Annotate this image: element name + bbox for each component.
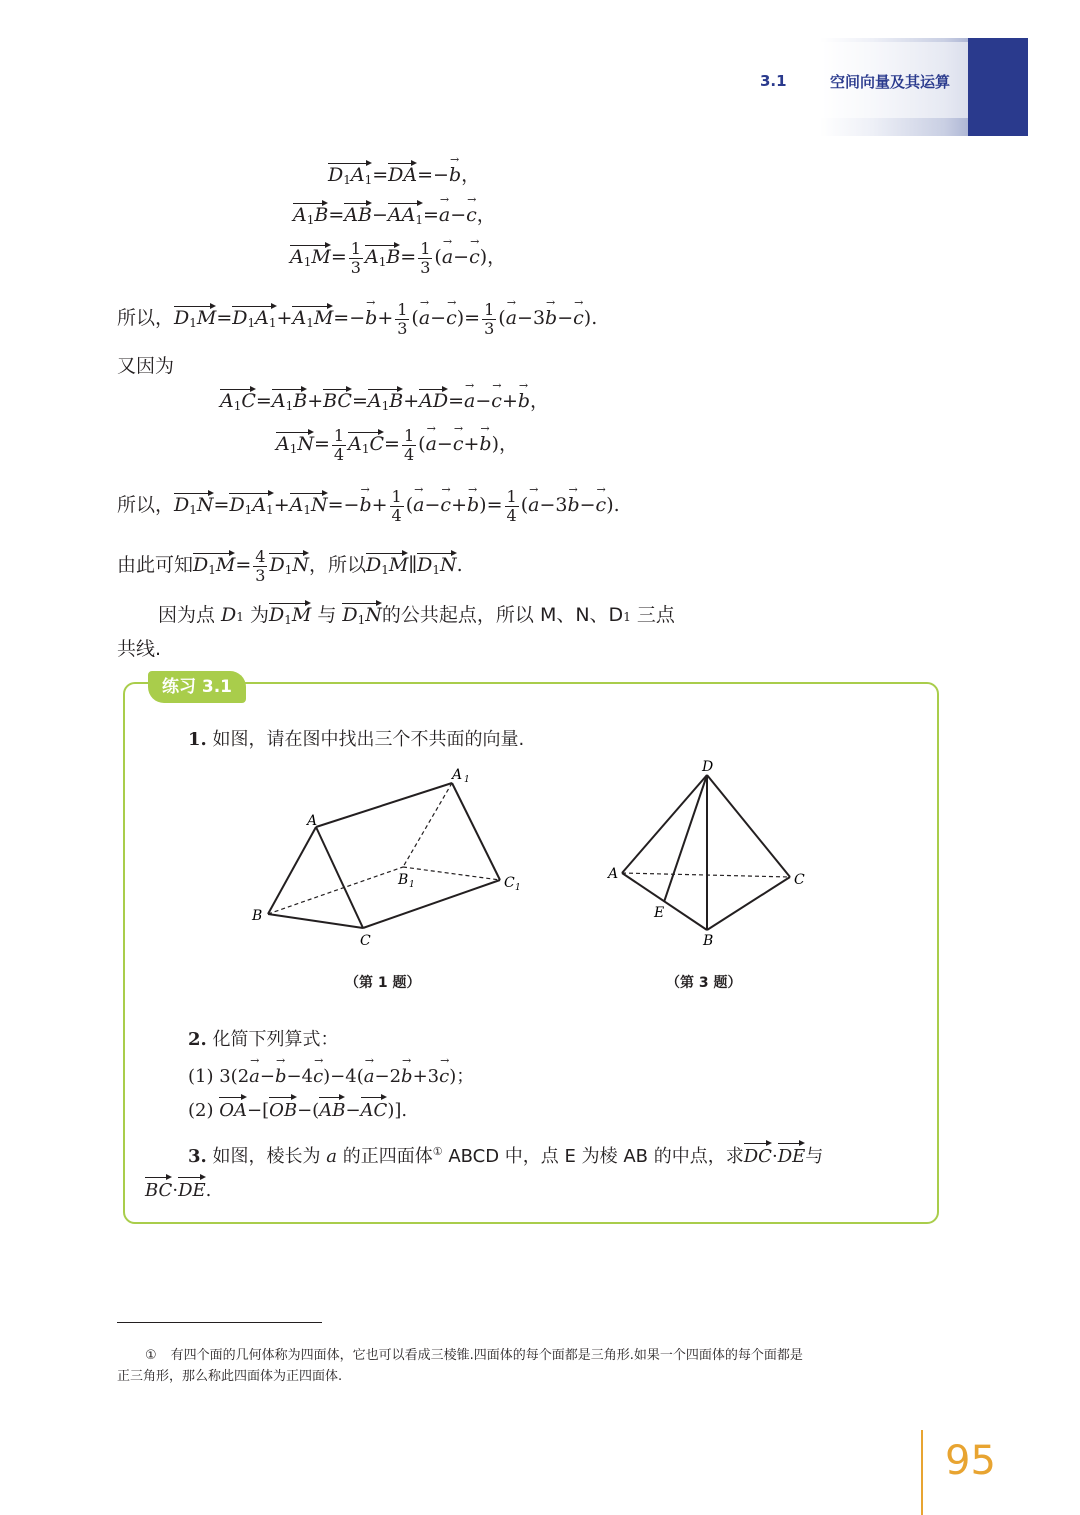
label-a1-sub: 1	[464, 775, 470, 785]
figure-1-prism	[240, 755, 540, 955]
hence-text: 由此可知	[117, 554, 194, 577]
label-b-3: B	[703, 933, 714, 949]
footnote	[117, 1346, 957, 1388]
q2-2-label: (2)	[188, 1100, 214, 1121]
footnote-mark: ①	[145, 1348, 157, 1363]
so-text-2: 所以，	[117, 494, 175, 517]
collinear-text: 共线.	[117, 638, 162, 660]
figure-1-caption: （第 1 题）	[345, 975, 421, 991]
edge-bb1	[268, 867, 403, 914]
edge-da	[622, 775, 707, 873]
label-c-3: C	[794, 872, 805, 888]
edge-de	[664, 775, 707, 902]
eq-parallel: 由此可知$D_1M=$ $\frac{4}{3}$ $D_1N$，所以$D_1M\parallel D_1N$.	[117, 547, 463, 585]
label-a-3: A	[608, 866, 619, 882]
footnote-line-2: 正三角形，那么称此四面体为正四面体.	[117, 1368, 343, 1384]
label-c1-sub: 1	[515, 883, 521, 893]
eq-a1b: $A_1B=AB-AA_1=a \to-c$ →，	[293, 206, 496, 226]
edge-cc1	[363, 880, 500, 928]
conclusion-b: 为	[243, 604, 269, 626]
eq-d1n: 所以，$D_1N=D_1A_1+A_1N=-b$ →+ $\frac{1}{4}$ (a →−c →+b →)= $\frac{1}{4}$ (a →−3b →−c →).	[117, 488, 620, 524]
edge-aa1	[316, 783, 452, 827]
q3-text-b: 的正四面体	[336, 1146, 433, 1167]
question-2-1: (1) 3(2a →−b →−4c →)−4(a →−2b →+3c →)；	[188, 1062, 474, 1088]
conclusion-line: 因为点 D1 为$D_1M$ 与 $D_1N$的公共起点，所以 M、N、D1 三点	[158, 604, 675, 627]
section-title: 空间向量及其运算	[830, 73, 951, 91]
q2-number: 2.	[188, 1029, 207, 1050]
label-d: D	[702, 759, 714, 775]
footnote-ref[interactable]: ①	[432, 1145, 443, 1158]
figure-3-tetrahedron	[600, 755, 820, 955]
label-c: C	[360, 933, 371, 949]
label-c1: C	[504, 875, 515, 891]
edge-dc	[707, 775, 790, 877]
so-text: 所以，	[117, 307, 175, 330]
edge-a1c1	[452, 783, 500, 880]
figure-3-caption: （第 3 题）	[666, 975, 742, 991]
q1-number: 1.	[188, 729, 207, 750]
q1-text: 如图，请在图中找出三个不共面的向量.	[206, 729, 525, 750]
q2-1-label: (1)	[188, 1066, 214, 1087]
and-because: 又因为	[117, 355, 175, 377]
edge-ab	[268, 827, 316, 914]
q2-text: 化简下列算式：	[206, 1029, 339, 1050]
conclusion-d: 的公共起点，所以 M、N、D	[381, 604, 624, 626]
eq-d1m: 所以，$D_1M=D_1A_1+A_1M=-b$ →+ $\frac{1}{3}$ (a →−c →)= $\frac{1}{3}$ (a →−3b →−c →).	[117, 301, 597, 337]
eq-d1a1: $D_1A_1=DA=-b$ →，	[328, 166, 480, 186]
label-a1: A	[452, 767, 463, 783]
conclusion-c: 与	[311, 604, 343, 626]
q3-text-a: 如图，棱长为	[206, 1146, 327, 1167]
footnote-line-1: 有四个面的几何体称为四面体，它也可以看成三棱锥.四面体的每个面都是三角形.如果一个四面体的每个面都是	[170, 1348, 803, 1363]
label-a: A	[307, 813, 318, 829]
label-b1-sub: 1	[409, 880, 415, 890]
header-blue-block	[968, 38, 1028, 136]
conclusion-a: 因为点	[158, 604, 222, 626]
edge-b1c1	[403, 867, 500, 880]
edge-bc	[268, 914, 363, 928]
edge-bc-3	[707, 877, 790, 930]
eq-a1n: $A_1N=$ $\frac{1}{4}$ $A_1C=$ $\frac{1}{4}$ (a →−c →+b →)，	[276, 427, 518, 463]
footnote-rule	[117, 1322, 322, 1323]
eq-a1c: $A_1C=A_1B+BC=A_1B+AD=a \to-c \to+b$ →，	[220, 392, 549, 412]
q3-number: 3.	[188, 1146, 207, 1167]
question-1	[188, 725, 524, 751]
edge-ac	[316, 827, 363, 928]
q3-text-c: ABCD 中，点 E 为棱 AB 的中点，求	[442, 1146, 744, 1167]
section-number: 3.1	[760, 72, 787, 90]
so2-text: ，所以	[308, 554, 366, 577]
page-number: 95	[945, 1438, 996, 1484]
exercise-tag: 练习 3.1	[148, 671, 246, 703]
eq-a1m: $A_1M=$ $\frac{1}{3}$ $A_1B=$ $\frac{1}{3}$ (a →−c →)，	[290, 240, 506, 276]
question-3: 3. 如图，棱长为 a 的正四面体① ABCD 中，点 E 为棱 AB 的中点，求DC·DE与	[188, 1145, 824, 1167]
label-b: B	[252, 908, 263, 924]
question-3-cont: BC·DE.	[145, 1180, 212, 1201]
page-number-rule	[921, 1430, 923, 1515]
label-b1: B	[398, 872, 409, 888]
q3-text-d: 与	[805, 1146, 824, 1167]
conclusion-e: 三点	[630, 604, 675, 626]
question-2	[188, 1025, 339, 1051]
label-e: E	[654, 905, 665, 921]
question-2-2: (2) OA−[OB−(AB−AC)].	[188, 1100, 408, 1121]
